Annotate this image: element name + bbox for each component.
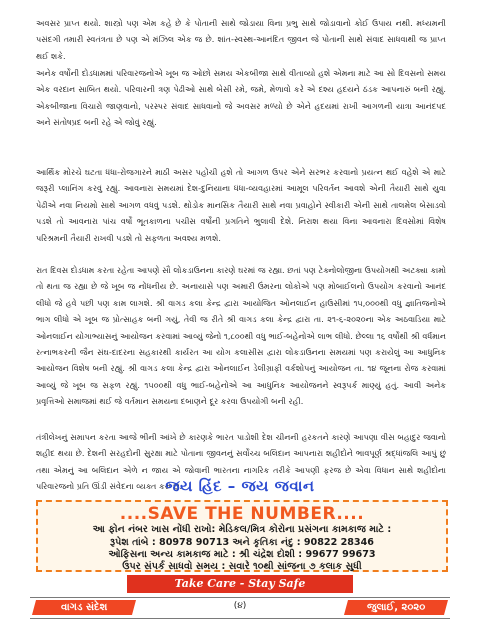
article-paragraph-2: અનેક વર્ષોની દોડધામમાં પરિવારજનોએ ખૂબ જ ઓછો સમય એકબીજા સાથે વીતાવ્યો હશે એમના માટે આ સો દિવસનો સમય એક વરદાન સાબિત થયો. પરિવારની ત્રણ પેઢીઓ સાથે બેસી રમે, જમે, મેળાવો કરે એ દશ્ય હદયને ઠંડક આપનારું બની રહ્યું. એકબીજાના વિચારો જાણવાનો, પરસ્પર સંવાદ સાધવાનો જે અવસર મળ્યો છે એને હદયમાં રાખી આગળની યાત્રા આનંદપદ અને સંતોષપ્રદ બની રહે એ જોવું રહ્યું. [36, 68, 446, 128]
article-paragraph-5: તંત્રીલેખનું સમાપન કરતા આજે ભીની આંખે છે કારણકે ભારત પાડોશી દેશ ચીનની હરકતને કારણે આપણા વીસ બહાદુર જવાનો શહીદ થયા છે. દેશની સરહદોની સુરક્ષા માટે પોતાના જીવનનું સર્વોચ્ચ બલિદાન આપનારા શહીદોને ભાવપૂર્ણ શ્રદ્ધાંજલિ આપું છું તથા એમનું આ બલિદાન એળે ન જાય એ જોવાની ભારતના નાગરિક તરીકે આપણી ફરજ છે એવા વિધાન સાથે શહીદોના પરિવારજનો પ્રતિ ઊંડી સંવેદના વ્યક્ત કરું છું. [36, 432, 446, 492]
issue-date: જુલાઈ, ૨૦૨૦ [366, 602, 426, 613]
page-footer [30, 597, 450, 619]
article-paragraph-4: રાત દિવસ દોડધામ કરતા રહેતા આપણે સૌ લોકડાઉનના કારણે ઘરમાં જ રહ્યા. છતાં પણ ટેક્નોલોજીના ઉપયોગથી અટક્યા કામો તો થતા જ રહ્યા છે જે ખૂબ જ નોંધનીય છે. અનાયાસે પણ અમારી ઉંમરના લોકોએ પણ મોબાઈલનો ઉપયોગ કરવાનો આનંદ લીધો જે હવે પછી પણ કામ લાગશે. શ્રી વાગડ કલા કેન્દ્ર દ્વારા આયોજિત ઓનલાઈન હાઉસીમાં ૧૫,૦૦૦થી વધુ જ્ઞાતિજનોએ ભાગ લીધો એ ખૂબ જ પ્રોત્સાહક બની ગયું, તેવી જ રીતે શ્રી વાગડ કલા કેન્દ્ર દ્વારા તા. ૨૧-૬-૨૦૨૦ના એક અઠવાડિયા માટે ઓનલાઈન યોગાભ્યાસનું આયોજન કરવામાં આવ્યું જેનો ૧,૮૦૦થી વધુ ભાઈ-બહેનોએ લાભ લીધો. છેલ્લા ૧૬ વર્ષોથી શ્રી વર્ધમાન રત્નાભકરની જૈન સંઘ-દાદરના સહકારથી કાર્યરત આ યોગ કલાસીસ દ્વારા લોકડાઉનના સમયમાં પણ કરાયેલું આ આધુનિક આયોજન વિશેષ બની રહ્યું. શ્રી વાગડ કલા કેન્દ્ર દ્વારા ઓનલાઈન ડેલીગ્રાફી વર્કશોપનું આયોજન તા. ૧૪ જૂનના રોજ કરવામાં આવ્યું જે ખૂબ જ સફળ રહ્યું. ૧૫૦૦થી વધુ ભાઈ-બહેનોએ આ આધુનિક આયોજનને સ્વરૂપર્ક માણ્યું હતું. આવી અનેક પ્રવૃત્તિઓ સમાજમાં થઈ જે વર્તમાન સમયના દબાણને દૂર કરવા ઉપયોગી બની રહી. [36, 265, 446, 407]
article-paragraph-3: આર્થિક મોરચે ઘટતા ધંધા-રોજગારને માઠી અસર પહોંચી હશે તો આગળ ઉપર એને સરભર કરવાનો પ્રયત્ન થઈ વહેશે એ માટે જરૂરી પ્લાનિંગ કરવું રહ્યું. આવનારા સમયમાં દેશ-દુનિયાના ધંધા-વ્યવહારમાં આમૂલ પરિવર્તન આવશે એની તૈયારી સાથે યુવા પેઢીએ નવા નિયમો સાથે આગળ વધવું પડશે. થોડોક માનસિક તૈયારી સાથે નવા પ્રવાહોને સ્વીકારી એની સાથે તાલમેલ બેસાડવો પડશે તો આવનારા પાંચ વર્ષો ભૂતકાળના પચીસ વર્ષોની પ્રગતિને ભુલાવી દેશે. નિરાશ થયા વિના આવનારા દિવસોમાં વિશેષ પરિશ્રમની તૈયારી રાખવી પડશે તો સફળતા અવશ્ય મળશે. [36, 167, 446, 243]
notice-line-1: આ ફોન નંબર ખાસ નોંધી રાખો: મેડિકલ/મિત્ર કોરોના પ્રસંગના કામકાજ માટે : [92, 524, 392, 535]
notice-title: ....SAVE THE NUMBER.... [119, 504, 365, 524]
issue-date-tag [344, 600, 448, 615]
article-paragraph-1: અવસર પ્રાપ્ત થયો. શાસ્ત્રો પણ એમ કહે છે કે પોતાની સાથે જોડાયા વિના પ્રભુ સાથે જોડાવાનો કોઈ ઉપાય નથી. મધ્યમની પસંદગી તમારી સ્વતંત્રતા છે પણ એ મંઝિલ એક જ છે. શાંત-સ્વસ્થ-આનંદિત જીવન જે પોતાની સાથે સંવાદ સાધવાથી જ પ્રાપ્ત થઈ શકે. [36, 18, 446, 61]
jai-hind-slogan: જય હિંદ – જય જવાન [165, 477, 315, 495]
take-care-banner: Take Care - Stay Safe [127, 575, 353, 593]
notice-line-2: રૂપેશ તાંબે : 80978 90713 અને કૃતિકા નંદુ : 90822 28346 [110, 537, 374, 548]
publication-name: વાગડ સંદેશ [60, 602, 108, 613]
notice-line-3: ઓફિસના અન્ય કામકાજ માટે : શ્રી ચંદ્રેશ દોશી : 99677 99673 [108, 549, 376, 560]
save-the-number-notice [36, 500, 448, 572]
page-number: (૪) [233, 601, 247, 611]
notice-line-4: ઉપર સંપર્ક સાધવો સમય : સવારે ૧૦થી સાંજના ૭ કલાક સુધી [122, 561, 362, 572]
